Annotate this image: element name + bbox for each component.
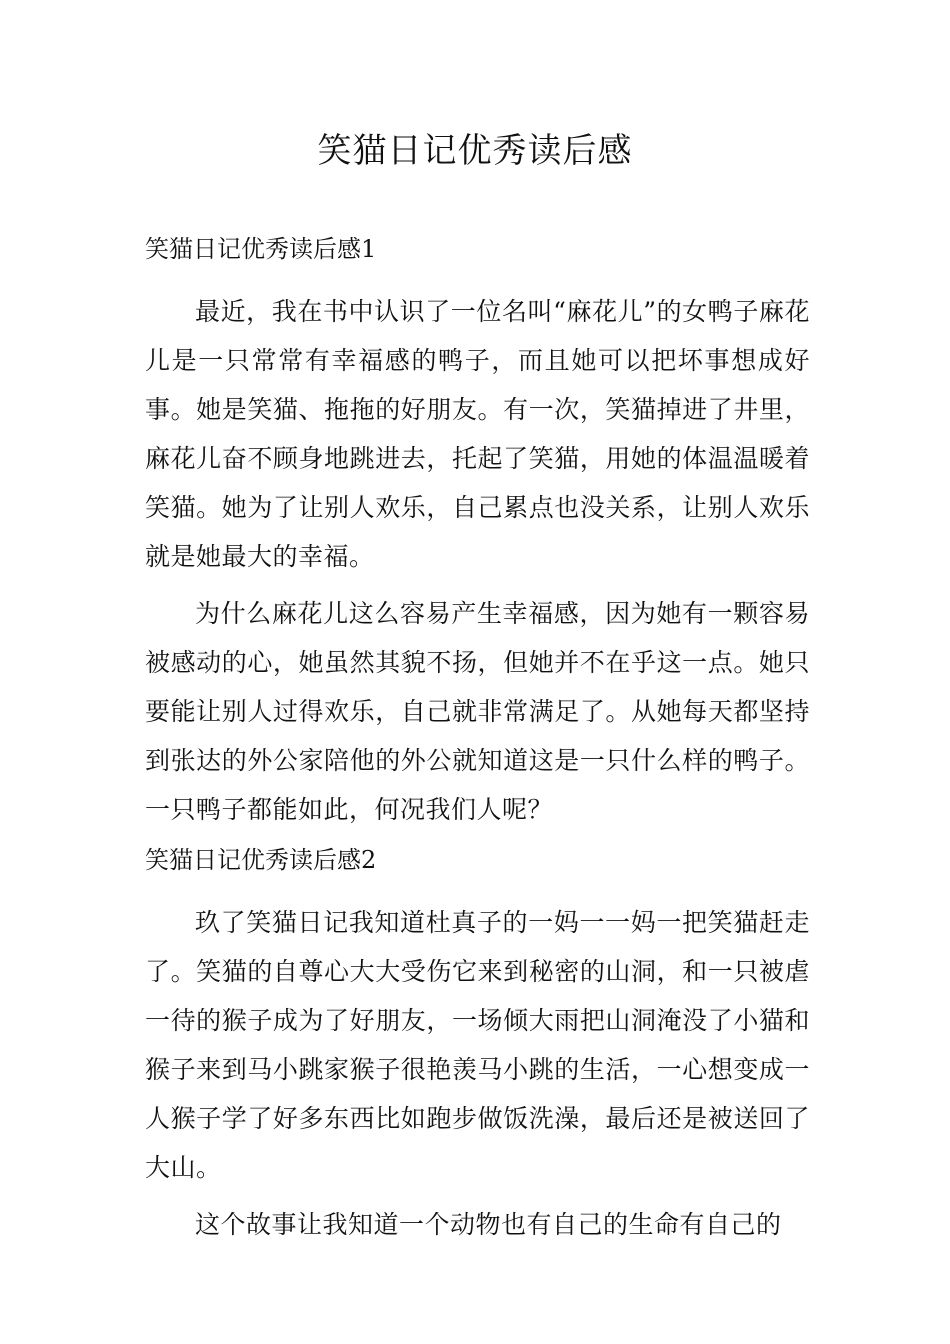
- paragraph: 最近，我在书中认识了一位名叫“麻花儿”的女鸭子麻花儿是一只常常有幸福感的鸭子，而且她可以把坏事想成好事。她是笑猫、拖拖的好朋友。有一次，笑猫掉进了井里，麻花儿奋不顾身地跳进去，托起了笑猫，用她的体温温暖着笑猫。她为了让别人欢乐，自己累点也没关系，让别人欢乐就是她最大的幸福。: [145, 297, 810, 571]
- paragraph: 为什么麻花儿这么容易产生幸福感，因为她有一颗容易被感动的心，她虽然其貌不扬，但她并不在乎这一点。她只要能让别人过得欢乐，自己就非常满足了。从她每天都坚持到张达的外公家陪他的外公就知道这是一只什么样的鸭子。一只鸭子都能如此，何况我们人呢？: [145, 599, 810, 824]
- section-2: [145, 834, 810, 1249]
- paragraph: 玖了笑猫日记我知道杜真子的一妈一一妈一把笑猫赶走了。笑猫的自尊心大大受伤它来到秘密的山洞，和一只被虐一待的猴子成为了好朋友，一场倾大雨把山洞淹没了小猫和猴子来到马小跳家猴子很艳羡马小跳的生活，一心想变成一人猴子学了好多东西比如跑步做饭洗澡，最后还是被送回了大山。: [145, 908, 810, 1182]
- document-title: 笑猫日记优秀读后感: [317, 131, 633, 171]
- section-heading: 笑猫日记优秀读后感1: [145, 235, 377, 263]
- document-body: [145, 223, 810, 1249]
- section-heading: 笑猫日记优秀读后感2: [145, 846, 377, 874]
- section-1: [145, 223, 810, 834]
- paragraph: 这个故事让我知道一个动物也有自己的生命有自己的: [195, 1210, 782, 1239]
